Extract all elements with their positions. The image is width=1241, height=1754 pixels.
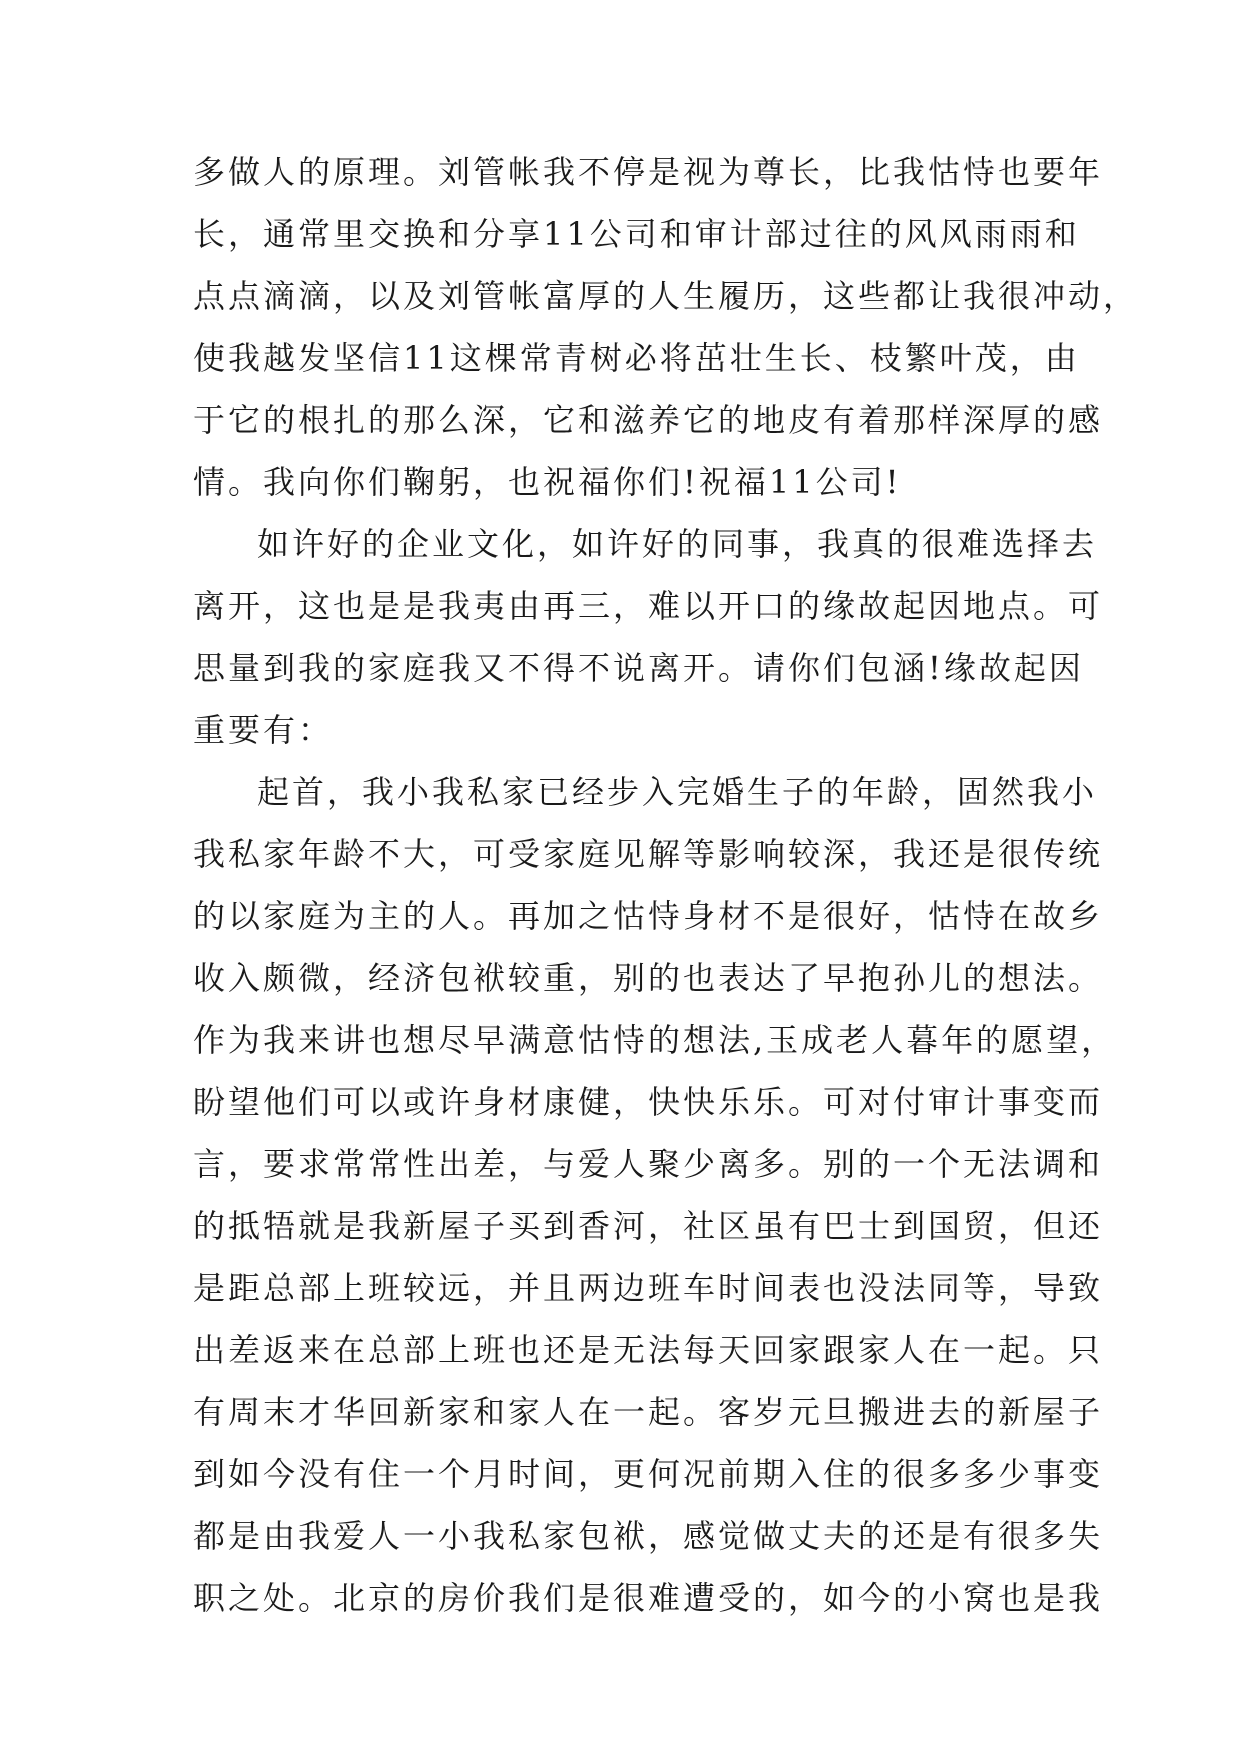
- text-line: 盼望他们可以或许身材康健，快快乐乐。可对付审计事变而: [193, 1083, 1104, 1121]
- text-line: 如许好的企业文化，如许好的同事，我真的很难选择去: [257, 525, 1098, 563]
- text-line: 都是由我爱人一小我私家包袱，感觉做丈夫的还是有很多失: [193, 1517, 1104, 1555]
- text-line: 使我越发坚信11这棵常青树必将茁壮生长、枝繁叶茂，由: [193, 339, 1080, 377]
- text-line: 有周末才华回新家和家人在一起。客岁元旦搬进去的新屋子: [193, 1393, 1104, 1431]
- text-line: 收入颇微，经济包袱较重，别的也表达了早抱孙儿的想法。: [193, 959, 1104, 997]
- text-line: 情。我向你们鞠躬，也祝福你们!祝福11公司!: [193, 463, 902, 501]
- text-line: 出差返来在总部上班也还是无法每天回家跟家人在一起。只: [193, 1331, 1104, 1369]
- text-line: 离开，这也是是我夷由再三，难以开口的缘故起因地点。可: [193, 587, 1104, 625]
- text-line: 长，通常里交换和分享11公司和审计部过往的风风雨雨和: [193, 215, 1080, 253]
- text-line: 作为我来讲也想尽早满意怙恃的想法,玉成老人暮年的愿望，: [193, 1021, 1117, 1059]
- text-line: 于它的根扎的那么深，它和滋养它的地皮有着那样深厚的感: [193, 401, 1104, 439]
- text-line: 起首，我小我私家已经步入完婚生子的年龄，固然我小: [257, 773, 1098, 811]
- text-line: 职之处。北京的房价我们是很难遭受的，如今的小窝也是我: [193, 1579, 1104, 1617]
- text-line: 言，要求常常性出差，与爱人聚少离多。别的一个无法调和: [193, 1145, 1104, 1183]
- text-line: 的以家庭为主的人。再加之怙恃身材不是很好，怙恃在故乡: [193, 897, 1104, 935]
- text-line: 的抵牾就是我新屋子买到香河，社区虽有巴士到国贸，但还: [193, 1207, 1104, 1245]
- text-line: 到如今没有住一个月时间，更何况前期入住的很多多少事变: [193, 1455, 1104, 1493]
- text-line: 点点滴滴，以及刘管帐富厚的人生履历，这些都让我很冲动，: [193, 277, 1139, 315]
- text-line: 思量到我的家庭我又不得不说离开。请你们包涵!缘故起因: [193, 649, 1084, 687]
- text-line: 我私家年龄不大，可受家庭见解等影响较深，我还是很传统: [193, 835, 1104, 873]
- text-line: 多做人的原理。刘管帐我不停是视为尊长，比我怙恃也要年: [193, 153, 1104, 191]
- text-line: 是距总部上班较远，并且两边班车时间表也没法同等，导致: [193, 1269, 1104, 1307]
- text-line: 重要有：: [193, 711, 334, 749]
